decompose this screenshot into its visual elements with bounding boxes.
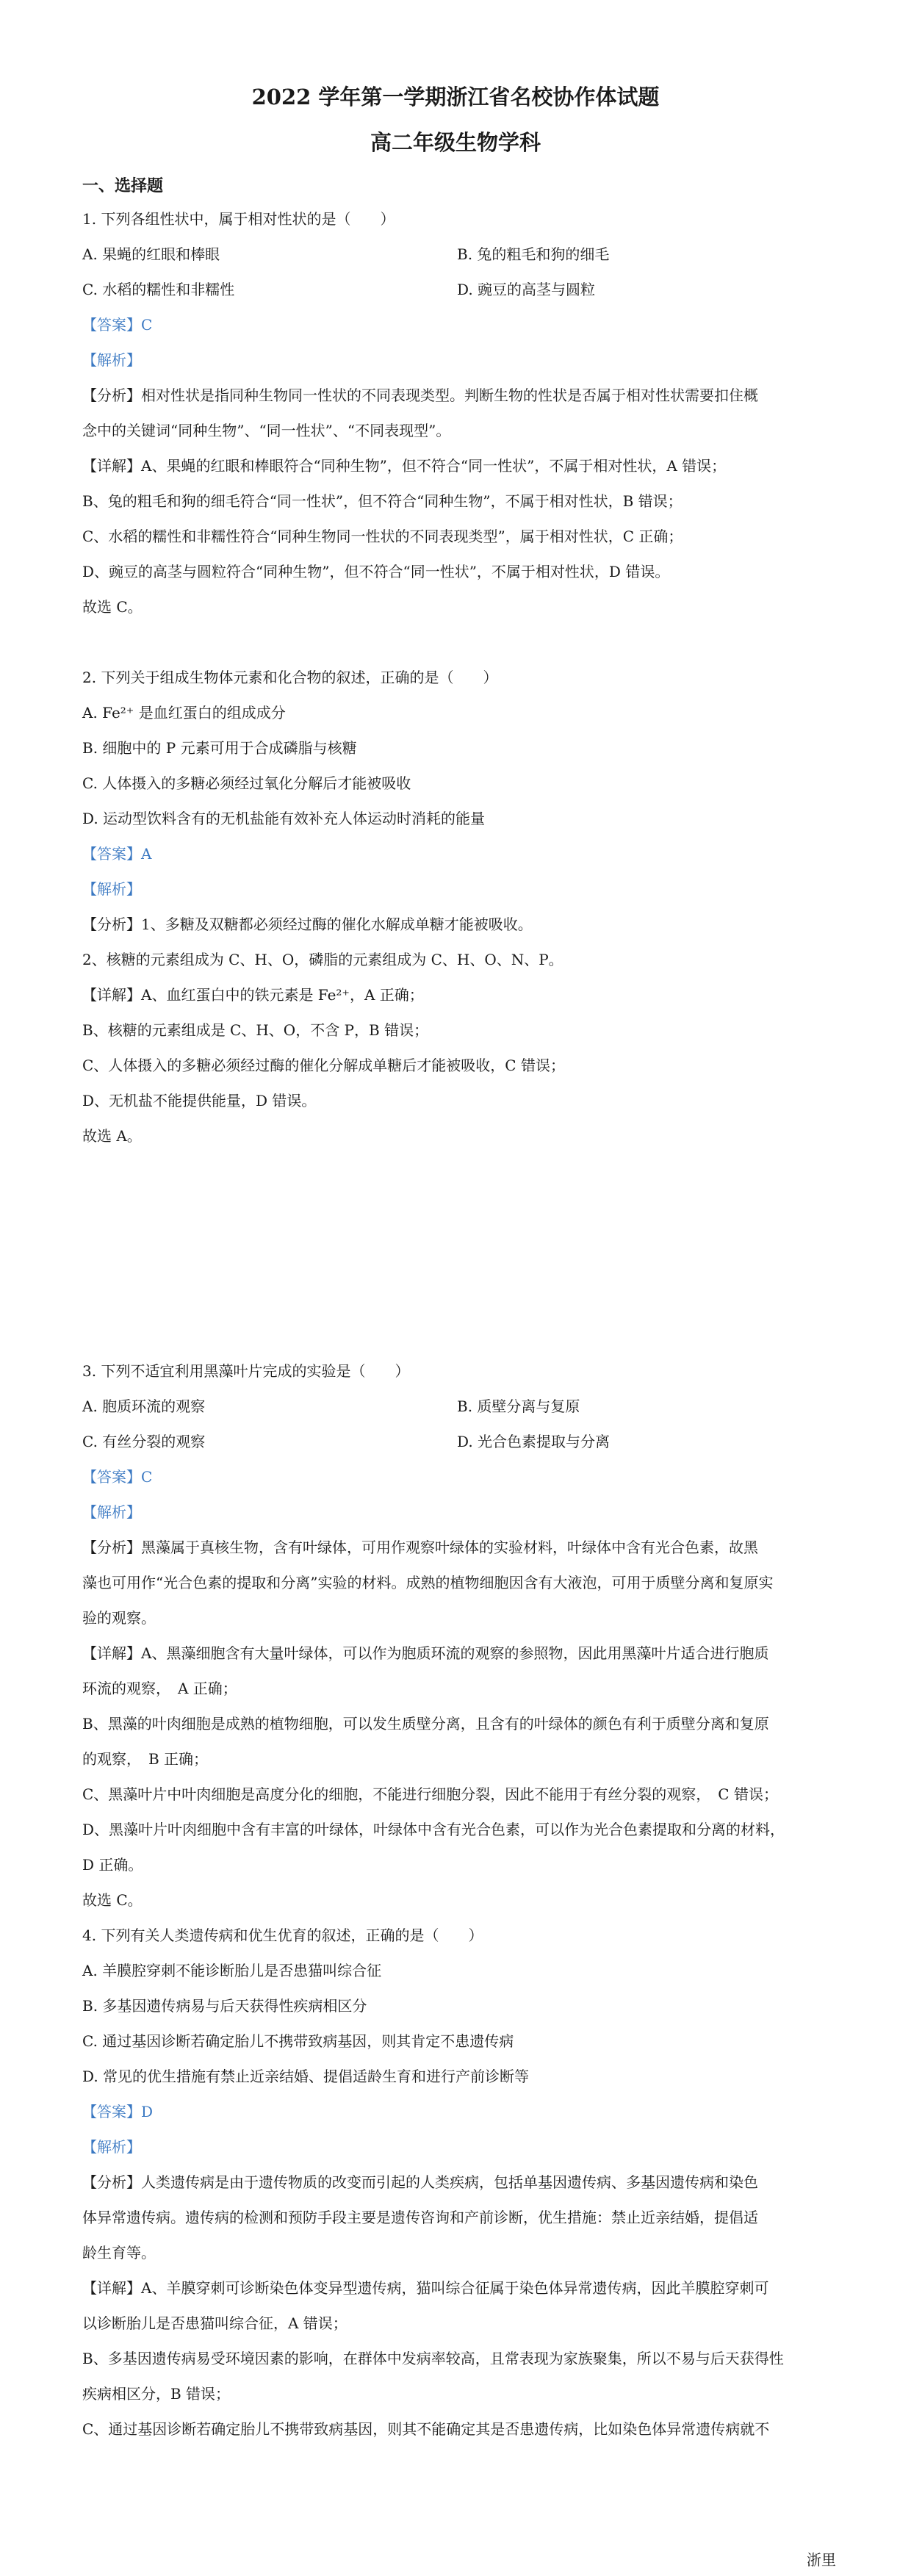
q1-xiangjie-d: D、豌豆的高茎与圆粒符合“同种生物”，但不符合“同一性状”，不属于相对性状，D 错误。 — [82, 563, 670, 580]
q4-xiangjie-a-2: 以诊断胎儿是否患猫叫综合征，A 错误； — [82, 2314, 348, 2332]
q3-xiangjie-b-2: 的观察， B 正确； — [82, 1750, 209, 1768]
q4-answer: 【答案】D — [82, 2103, 154, 2120]
q4-xiangjie-b-2: 疾病相区分，B 错误； — [82, 2385, 231, 2403]
q1-xiangjie-c: C、水稻的糯性和非糯性符合“同种生物同一性状的不同表现类型”，属于相对性状，C 正确； — [82, 528, 683, 545]
page-subtitle: 高二年级生物学科 — [370, 130, 541, 155]
q3-fenxi-1: 【分析】黑藻属于真核生物，含有叶绿体，可用作观察叶绿体的实验材料，叶绿体中含有光合色素，故黑 — [82, 1539, 758, 1556]
q2-option-c: C. 人体摄入的多糖必须经过氧化分解后才能被吸收 — [82, 774, 411, 792]
q2-fenxi-1: 【分析】1、多糖及双糖都必须经过酶的催化水解成单糖才能被吸收。 — [82, 915, 533, 933]
q3-xiangjie-d-1: D、黑藻叶片叶肉细胞中含有丰富的叶绿体，叶绿体中含有光合色素，可以作为光合色素提取和分离的材料， — [82, 1821, 785, 1838]
q2-stem: 2. 下列关于组成生物体元素和化合物的叙述，正确的是（ ） — [82, 669, 498, 686]
q4-fenxi-1: 【分析】人类遗传病是由于遗传物质的改变而引起的人类疾病，包括单基因遗传病、多基因遗传病和染色 — [82, 2173, 758, 2191]
q2-xiangjie-b: B、核糖的元素组成是 C、H、O，不含 P，B 错误； — [82, 1021, 429, 1039]
q2-fenxi-2: 2、核糖的元素组成为 C、H、O，磷脂的元素组成为 C、H、O、N、P。 — [82, 951, 563, 968]
q1-answer: 【答案】C — [82, 316, 153, 334]
q1-fenxi-2: 念中的关键词“同种生物”、“同一性状”、“不同表现型”。 — [82, 422, 451, 439]
q2-option-d: D. 运动型饮料含有的无机盐能有效补充人体运动时消耗的能量 — [82, 810, 486, 827]
footer-watermark: 浙里 — [807, 2551, 836, 2569]
page-title: 2022 学年第一学期浙江省名校协作体试题 — [251, 84, 660, 109]
q3-xiangjie-a-1: 【详解】A、黑藻细胞含有大量叶绿体，可以作为胞质环流的观察的参照物，因此用黑藻叶片适合进行胞质 — [82, 1644, 769, 1662]
q3-fenxi-2: 藻也可用作“光合色素的提取和分离”实验的材料。成熟的植物细胞因含有大液泡，可用于质壁分离和复原实 — [82, 1574, 774, 1591]
q2-xiangjie-c: C、人体摄入的多糖必须经过酶的催化分解成单糖后才能被吸收，C 错误； — [82, 1057, 565, 1074]
q2-jiexi: 【解析】 — [82, 880, 141, 898]
q3-xiangjie-c: C、黑藻叶片中叶肉细胞是高度分化的细胞，不能进行细胞分裂，因此不能用于有丝分裂的观察， C 错误； — [82, 1785, 778, 1803]
q3-jiexi: 【解析】 — [82, 1503, 141, 1521]
q3-option-b: B. 质壁分离与复原 — [457, 1397, 580, 1415]
q4-stem: 4. 下列有关人类遗传病和优生优育的叙述，正确的是（ ） — [82, 1926, 483, 1944]
q4-option-a: A. 羊膜腔穿刺不能诊断胎儿是否患猫叫综合征 — [82, 1962, 382, 1979]
q3-option-c: C. 有丝分裂的观察 — [82, 1433, 206, 1450]
q1-option-b: B. 兔的粗毛和狗的细毛 — [457, 245, 610, 263]
q4-jiexi: 【解析】 — [82, 2138, 141, 2156]
q2-xiangjie-a: 【详解】A、血红蛋白中的铁元素是 Fe²⁺，A 正确； — [82, 986, 424, 1004]
q4-xiangjie-c-1: C、通过基因诊断若确定胎儿不携带致病基因，则其不能确定其是否患遗传病，比如染色体异常遗传病就不 — [82, 2420, 770, 2438]
q3-stem: 3. 下列不适宜利用黑藻叶片完成的实验是（ ） — [82, 1362, 410, 1380]
q1-option-d: D. 豌豆的高茎与圆粒 — [457, 281, 596, 298]
q2-answer: 【答案】A — [82, 845, 152, 863]
q3-option-d: D. 光合色素提取与分离 — [457, 1433, 611, 1450]
q1-stem: 1. 下列各组性状中，属于相对性状的是（ ） — [82, 210, 395, 228]
q2-xiangjie-d: D、无机盐不能提供能量，D 错误。 — [82, 1092, 317, 1109]
q1-xiangjie-b: B、兔的粗毛和狗的细毛符合“同一性状”，但不符合“同种生物”，不属于相对性状，B 错误； — [82, 492, 683, 510]
q3-answer: 【答案】C — [82, 1468, 153, 1486]
q2-conclusion: 故选 A。 — [82, 1127, 142, 1145]
q4-fenxi-3: 龄生育等。 — [82, 2244, 156, 2262]
q4-fenxi-2: 体异常遗传病。遗传病的检测和预防手段主要是遗传咨询和产前诊断，优生措施：禁止近亲结婚，提倡适 — [82, 2209, 758, 2226]
q3-xiangjie-b-1: B、黑藻的叶肉细胞是成熟的植物细胞，可以发生质壁分离，且含有的叶绿体的颜色有利于质壁分离和复原 — [82, 1715, 769, 1733]
q1-option-a: A. 果蝇的红眼和棒眼 — [82, 245, 220, 263]
q3-xiangjie-a-2: 环流的观察， A 正确； — [82, 1680, 237, 1697]
q3-xiangjie-d-2: D 正确。 — [82, 1856, 143, 1874]
q1-xiangjie-a: 【详解】A、果蝇的红眼和棒眼符合“同种生物”，但不符合“同一性状”，不属于相对性状，A 错误； — [82, 457, 727, 475]
q1-conclusion: 故选 C。 — [82, 598, 143, 616]
q4-option-c: C. 通过基因诊断若确定胎儿不携带致病基因，则其肯定不患遗传病 — [82, 2032, 514, 2050]
q4-xiangjie-a-1: 【详解】A、羊膜穿刺可诊断染色体变异型遗传病，猫叫综合征属于染色体异常遗传病，因此羊膜腔穿刺可 — [82, 2279, 769, 2297]
q1-fenxi-1: 【分析】相对性状是指同种生物同一性状的不同表现类型。判断生物的性状是否属于相对性状需要扣住概 — [82, 386, 758, 404]
q3-fenxi-3: 验的观察。 — [82, 1609, 156, 1627]
q3-option-a: A. 胞质环流的观察 — [82, 1397, 206, 1415]
q1-option-c: C. 水稻的糯性和非糯性 — [82, 281, 235, 298]
q2-option-b: B. 细胞中的 P 元素可用于合成磷脂与核糖 — [82, 739, 357, 757]
q3-conclusion: 故选 C。 — [82, 1891, 143, 1909]
q4-option-d: D. 常见的优生措施有禁止近亲结婚、提倡适龄生育和进行产前诊断等 — [82, 2068, 530, 2085]
q2-option-a: A. Fe²⁺ 是血红蛋白的组成成分 — [82, 704, 286, 722]
q4-xiangjie-b-1: B、多基因遗传病易受环境因素的影响，在群体中发病率较高，且常表现为家族聚集，所以不易与后天获得性 — [82, 2350, 784, 2367]
q1-jiexi: 【解析】 — [82, 351, 141, 369]
section-title: 一、选择题 — [82, 176, 164, 195]
q4-option-b: B. 多基因遗传病易与后天获得性疾病相区分 — [82, 1997, 367, 2015]
